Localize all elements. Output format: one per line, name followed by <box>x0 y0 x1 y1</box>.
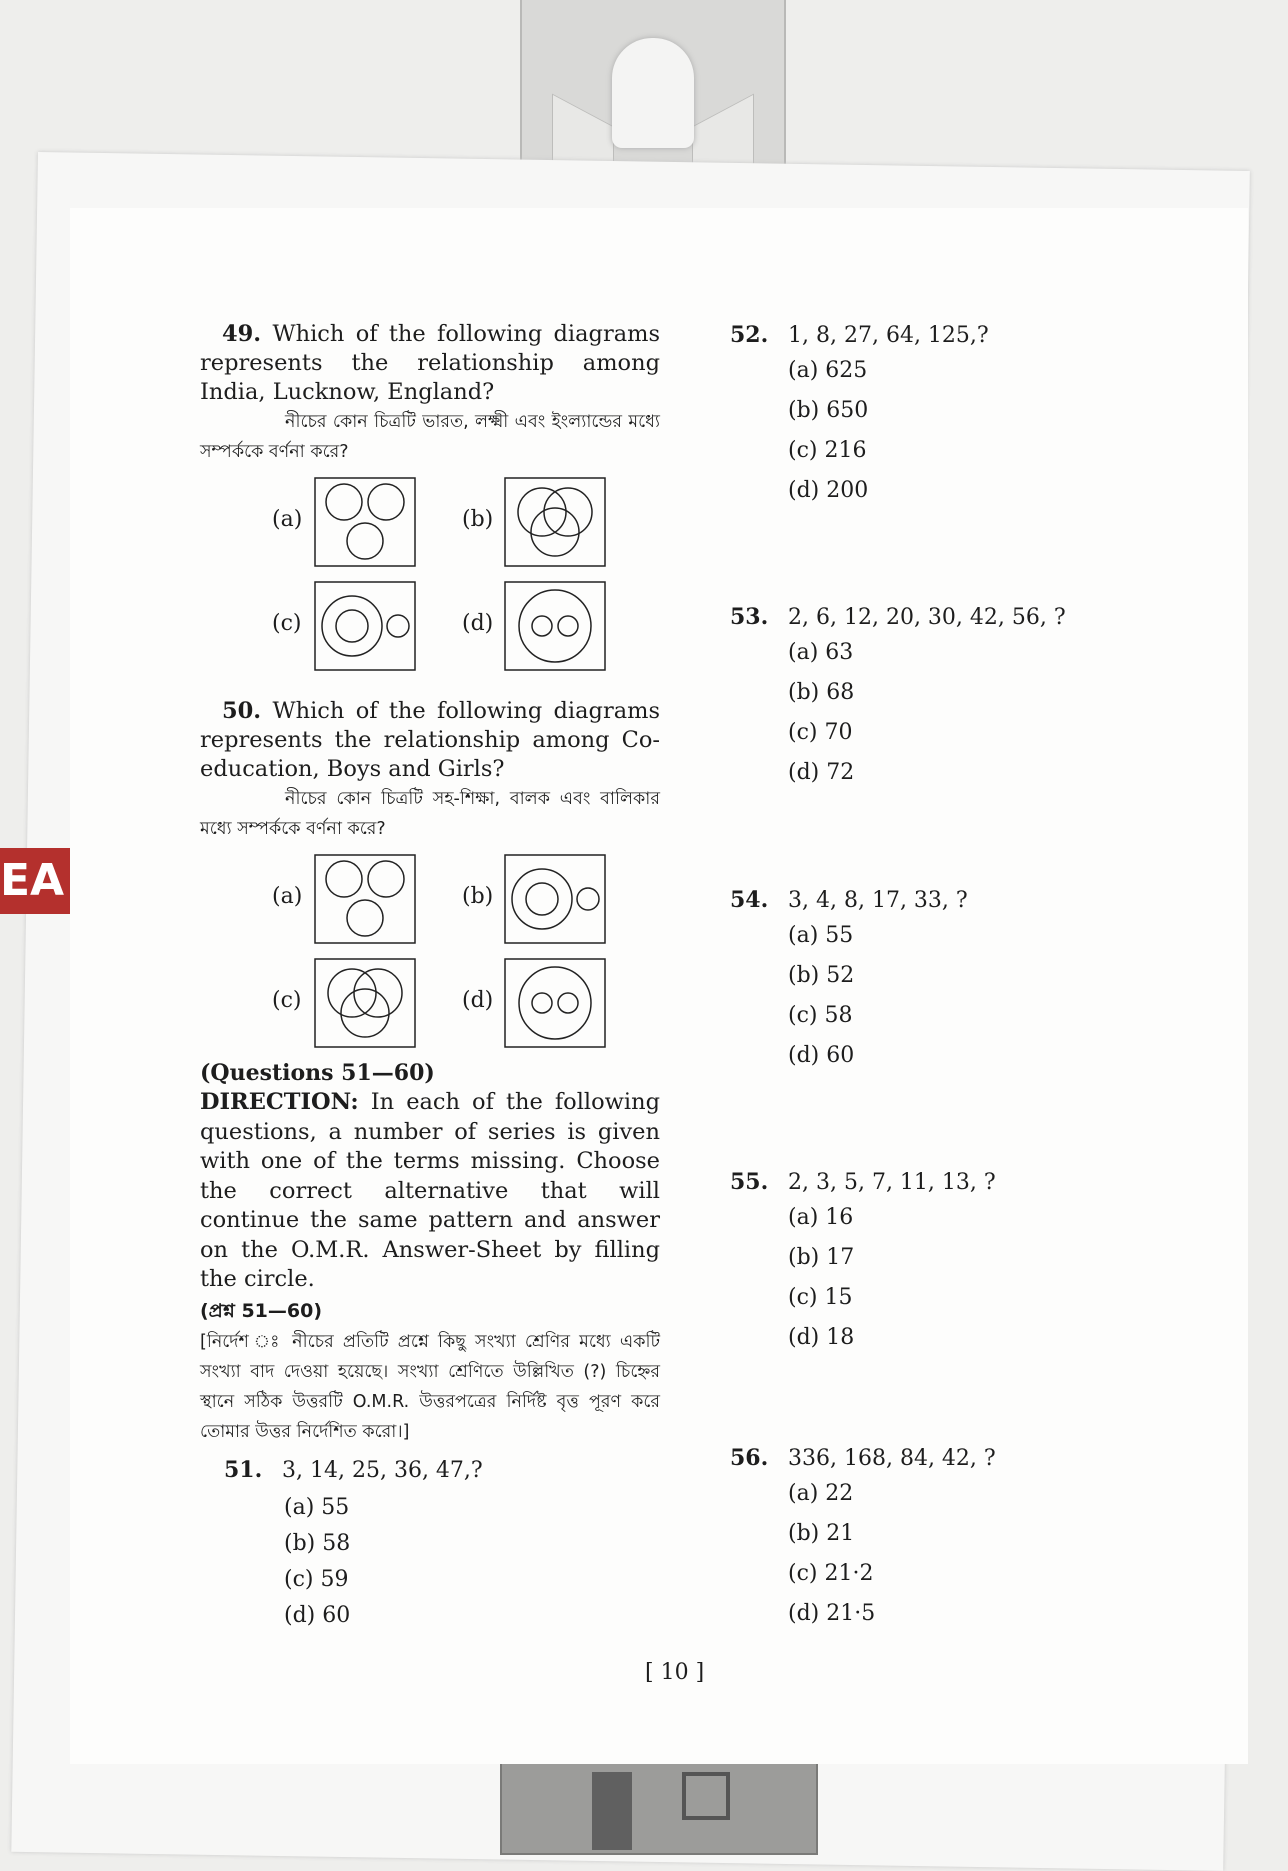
option-c[interactable]: (c) 21·2 <box>788 1561 874 1586</box>
clip-knob <box>612 38 694 148</box>
series-text: 3, 4, 8, 17, 33, ? <box>788 888 968 913</box>
option-d[interactable]: (d) 72 <box>788 760 855 785</box>
option-d[interactable]: (d) 60 <box>788 1043 855 1068</box>
series-text: 2, 6, 12, 20, 30, 42, 56, ? <box>788 605 1066 630</box>
option-c[interactable]: (c) 15 <box>788 1285 853 1310</box>
option-a[interactable]: (a) 63 <box>788 640 854 665</box>
series-text: 2, 3, 5, 7, 11, 13, ? <box>788 1170 996 1195</box>
venn-diagram <box>314 854 416 944</box>
question-55: 55. 2, 3, 5, 7, 11, 13, ? (a) 16 (b) 17 (c) 15 (d) 18 <box>730 1167 996 1358</box>
option-a[interactable]: (a) 55 <box>788 923 854 948</box>
venn-diagram <box>504 958 606 1048</box>
option-c[interactable]: (c) 70 <box>788 720 853 745</box>
option-c[interactable]: (c) 58 <box>788 1003 853 1028</box>
question-51: 51. 3, 14, 25, 36, 47,? (a) 55 (b) 58 (c) 59 (d) 60 <box>200 1455 660 1634</box>
option-d[interactable]: (d) 18 <box>788 1325 855 1350</box>
question-54: 54. 3, 4, 8, 17, 33, ? (a) 55 (b) 52 (c) 58 (d) 60 <box>730 885 968 1076</box>
diagram-options: (a) (b) (c) (d) <box>200 477 660 667</box>
option-a[interactable]: (a) 22 <box>788 1481 854 1506</box>
venn-diagram <box>504 477 606 567</box>
series-text: 1, 8, 27, 64, 125,? <box>788 323 989 348</box>
question-53: 53. 2, 6, 12, 20, 30, 42, 56, ? (a) 63 (b) 68 (c) 70 (d) 72 <box>730 602 1066 793</box>
question-text-bengali: নীচের কোন চিত্রটি সহ-শিক্ষা, বালক এবং বালিকার মধ্যে সম্পর্ককে বর্ণনা করে? <box>200 789 660 839</box>
option-d[interactable]: (d) 200 <box>788 478 869 503</box>
option-a[interactable]: (a) 55 <box>284 1494 350 1520</box>
side-tab: EA <box>0 848 72 914</box>
venn-diagram <box>504 581 606 671</box>
option-b[interactable]: (b) 58 <box>284 1530 351 1556</box>
series-text: 336, 168, 84, 42, ? <box>788 1446 996 1471</box>
question-text-bengali: নীচের কোন চিত্রটি ভারত, লক্ষ্মী এবং ইংল্যান্ডের মধ্যে সম্পর্ককে বর্ণনা করে? <box>200 412 660 462</box>
venn-diagram <box>314 581 416 671</box>
option-d[interactable]: (d) 21·5 <box>788 1601 876 1626</box>
option-b[interactable]: (b) 17 <box>788 1245 855 1270</box>
diagram-options: (a) (b) (c) (d) <box>200 854 660 1044</box>
option-b[interactable]: (b) 650 <box>788 398 869 423</box>
option-c[interactable]: (c) 59 <box>284 1566 349 1592</box>
question-52: 52. 1, 8, 27, 64, 125,? (a) 625 (b) 650 (c) 216 (d) 200 <box>730 320 989 511</box>
question-49: 49. Which of the following diagrams represents the relationship among India, Lucknow, England? নীচের কোন চিত্রটি ভারত, লক্ষ্মী এবং ইংল্যান্ডের মধ্যে সম্পর্ককে বর্ণনা করে? (a) (b) (c) (d) <box>200 320 660 667</box>
binder-clip-bottom <box>500 1760 818 1855</box>
direction-bengali: [নির্দেশ ঃ নীচের প্রতিটি প্রশ্নে কিছু সংখ্যা শ্রেণির মধ্যে একটি সংখ্যা বাদ দেওয়া হয়েছে। সংখ্যা শ্রেণিতে উল্লিখিত (?) চিহ্নের স্থানে সঠিক উত্তরটি O.M.R. উত্তরপত্রের নির্দিষ্ট বৃত্ত পূরণ করে তোমার উত্তর নির্দেশিত করো।] <box>200 1331 660 1442</box>
exam-page <box>70 208 1248 1764</box>
section-direction: (Questions 51—60) DIRECTION: In each of the following questions, a number of series is given with one of the terms missing. Choose the correct alternative that will continue the same pattern and answer on the O.M.R. Answer-Sheet by filling the circle. (প্রশ্ন 51—60) [নির্দেশ ঃ নীচের প্রতিটি প্রশ্নে কিছু সংখ্যা শ্রেণির মধ্যে একটি সংখ্যা বাদ দেওয়া হয়েছে। সংখ্যা শ্রেণিতে উল্লিখিত (?) চিহ্নের স্থানে সঠিক উত্তরটি O.M.R. উত্তরপত্রের নির্দিষ্ট বৃত্ত পূরণ করে তোমার উত্তর নির্দেশিত করো।] <box>200 1058 660 1447</box>
venn-diagram <box>314 958 416 1048</box>
question-text: Which of the following diagrams represents the relationship among Co-education, Boys and Girls? <box>200 698 660 782</box>
series-text: 3, 14, 25, 36, 47,? <box>282 1457 483 1483</box>
option-b[interactable]: (b) 21 <box>788 1521 855 1546</box>
question-50: 50. Which of the following diagrams represents the relationship among Co-education, Boys and Girls? নীচের কোন চিত্রটি সহ-শিক্ষা, বালক এবং বালিকার মধ্যে সম্পর্ককে বর্ণনা করে? (a) (b) (c) (d) <box>200 697 660 1044</box>
venn-diagram <box>504 854 606 944</box>
option-a[interactable]: (a) 16 <box>788 1205 854 1230</box>
question-text: Which of the following diagrams represents the relationship among India, Lucknow, England? <box>200 321 660 405</box>
option-b[interactable]: (b) 52 <box>788 963 855 988</box>
section-title: (Questions 51—60) <box>200 1060 435 1086</box>
option-d[interactable]: (d) 60 <box>284 1602 351 1628</box>
page-number: [ 10 ] <box>645 1660 705 1685</box>
question-56: 56. 336, 168, 84, 42, ? (a) 22 (b) 21 (c) 21·2 (d) 21·5 <box>730 1443 996 1634</box>
section-title-bengali: (প্রশ্ন 51—60) <box>200 1299 323 1322</box>
venn-diagram <box>314 477 416 567</box>
option-a[interactable]: (a) 625 <box>788 358 868 383</box>
option-b[interactable]: (b) 68 <box>788 680 855 705</box>
left-column <box>200 320 660 1634</box>
option-c[interactable]: (c) 216 <box>788 438 867 463</box>
